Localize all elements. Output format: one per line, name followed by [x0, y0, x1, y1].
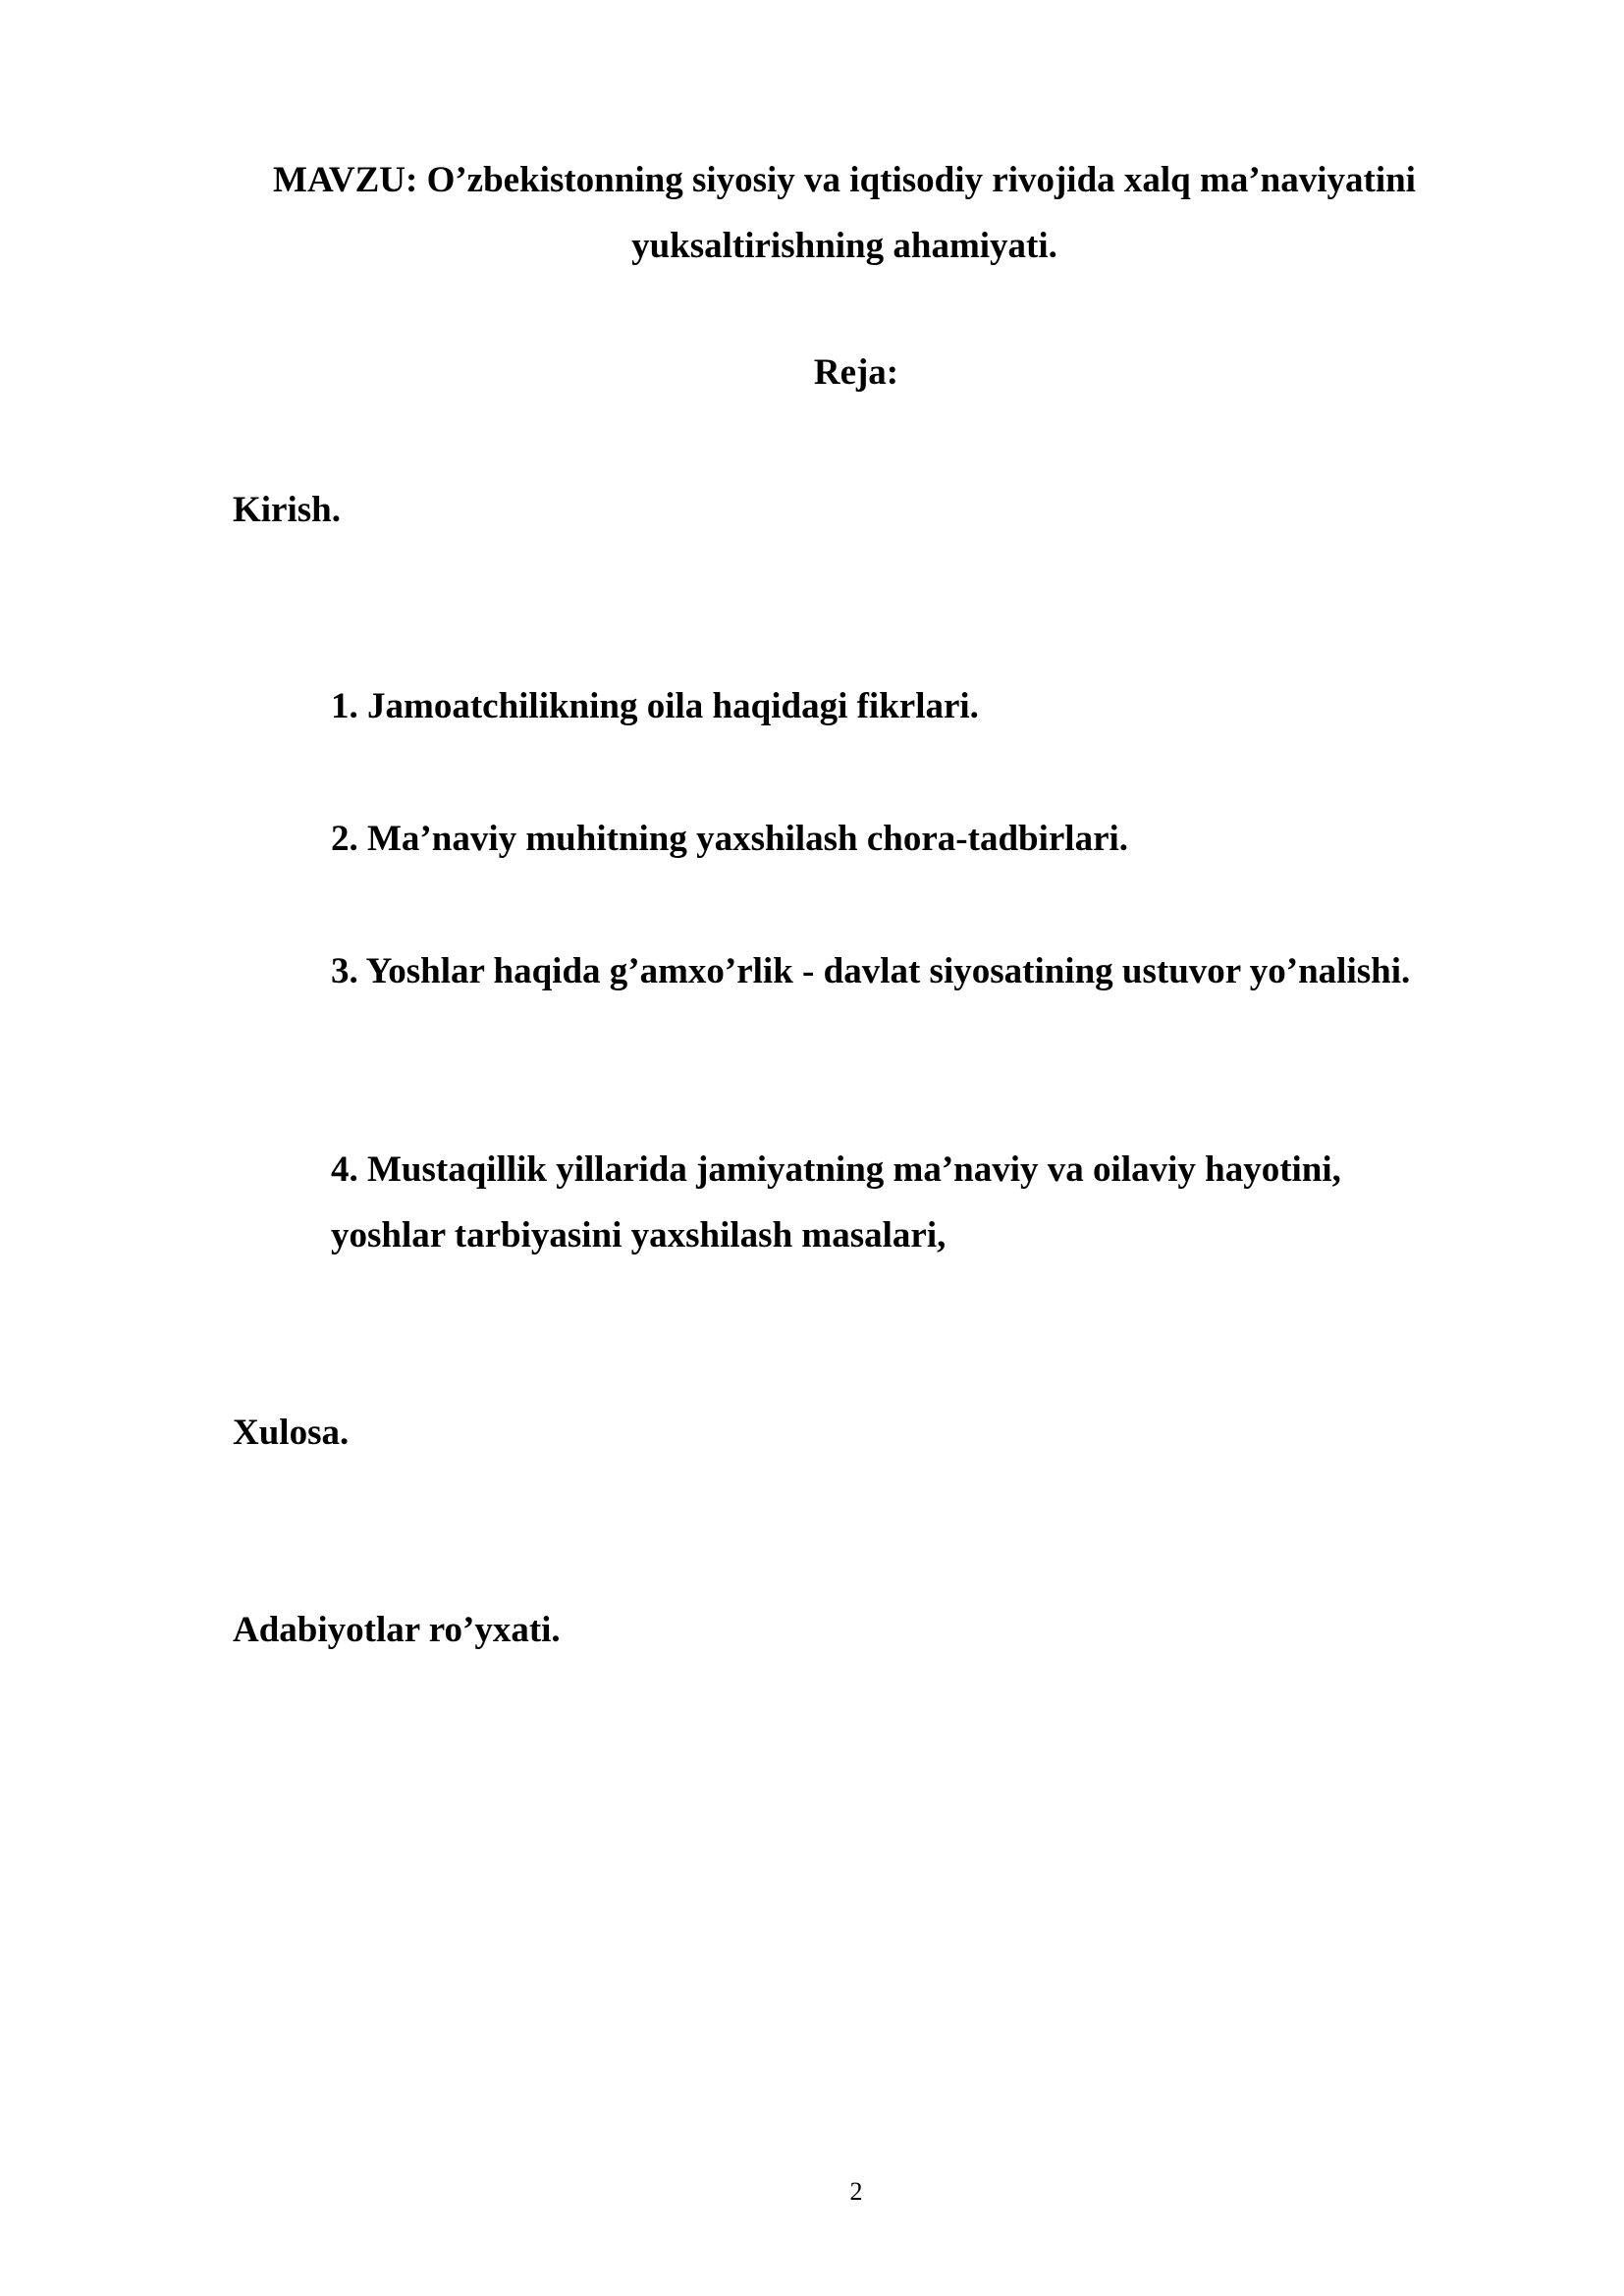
plan-item-4: 4. Mustaqillik yillarida jamiyatning ma’naviy va oilaviy hayotini, yoshlar tarbiyasini yaxshilash masalari,: [331, 1149, 1341, 1255]
plan-item-3: 3. Yoshlar haqida g’amxo’rlik - davlat siyosatining ustuvor yo’nalishi.: [331, 951, 1411, 991]
plan-heading: Reja:: [813, 352, 899, 393]
conclusion-heading: Xulosa.: [233, 1413, 350, 1453]
references-heading: Adabiyotlar ro’yxati.: [233, 1610, 561, 1650]
plan-item-2: 2. Ma’naviy muhitning yaxshilash chora-tadbirlari.: [331, 819, 1129, 859]
document-title: MAVZU: O’zbekistonning siyosiy va iqtisodiy rivojida xalq ma’naviyatini yuksaltirishning ahamiyati.: [273, 160, 1416, 266]
plan-item-1: 1. Jamoatchilikning oila haqidagi fikrlari.: [331, 686, 979, 726]
page-number: 2: [849, 2177, 863, 2206]
intro-heading: Kirish.: [233, 490, 341, 530]
